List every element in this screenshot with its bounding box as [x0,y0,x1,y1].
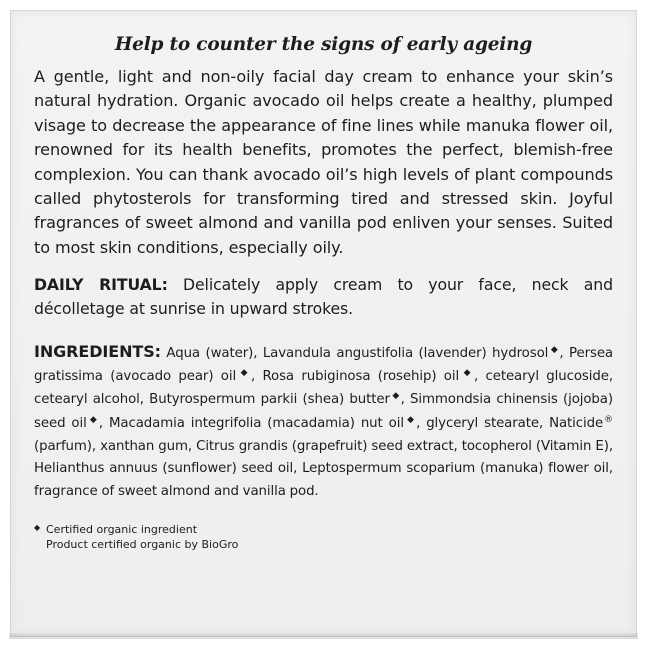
daily-ritual-section [34,273,613,321]
registered-trademark-mark: ® [604,414,614,425]
organic-marker: ◆ [87,414,99,425]
ingredient-text: , Persea gratissima (avocado pear) oil [34,345,614,384]
product-info-panel [10,10,637,637]
organic-marker: ◆ [549,344,560,355]
organic-marker: ◆ [390,391,401,402]
organic-marker: ◆ [237,368,251,378]
organic-marker: ◆ [460,368,474,378]
organic-footnote-line [34,523,613,538]
ingredient-text: , Simmondsia chinensis (jojoba) seed oil [34,392,613,431]
ingredient-text: , Macadamia integrifolia (macadamia) nut oil [98,415,404,431]
organic-footnote-text: Certified organic ingredient [46,523,198,537]
daily-ritual-label: DAILY RITUAL: [34,275,168,295]
ingredient-text: , Rosa rubiginosa (rosehip) oil [250,369,460,384]
certification-footnote-text: Product certified organic by BioGro [46,538,239,552]
footnote [34,523,613,552]
daily-ritual-text: Delicately apply cream to your face, neck and décolletage at sunrise in upward strokes. [34,275,613,319]
ingredients-label: INGREDIENTS: [34,341,161,361]
ingredients-section [34,341,613,503]
ingredient-text: , cetearyl glucoside, cetearyl alcohol, Butyrospermum parkii (shea) butter [34,369,614,408]
organic-marker: ◆ [404,414,417,425]
ingredient-text: , glyceryl stearate, Naticide [416,415,604,431]
certification-footnote-line [34,538,613,552]
ingredient-text: (parfum), xanthan gum, Citrus grandis (grapefruit) seed extract, tocopherol (Vitamin E), Helianthus annuus (sunflower) seed oil, Leptospermum scoparium (manuka) flower oil, fragrance of sweet almond and vanilla pod. [34,439,613,499]
product-description: A gentle, light and non-oily facial day cream to enhance your skin’s natural hydration. Organic avocado oil helps create a healthy, plumped visage to decrease the appearance of fine lines while manuka flower oil, renowned for its health benefits, promotes the perfect, blemish-free complexion. You can thank avocado oil’s high levels of plant compounds called phytosterols for transforming tired and stressed skin. Joyful fragrances of sweet almond and vanilla pod enliven your senses. Suited to most skin conditions, especially oily. [34,67,613,257]
headline: Help to counter the signs of early ageing [114,34,533,55]
ingredient-text: Aqua (water), Lavandula angustifolia (lavender) hydrosol [166,345,549,361]
organic-marker-icon: ◆ [34,523,41,533]
